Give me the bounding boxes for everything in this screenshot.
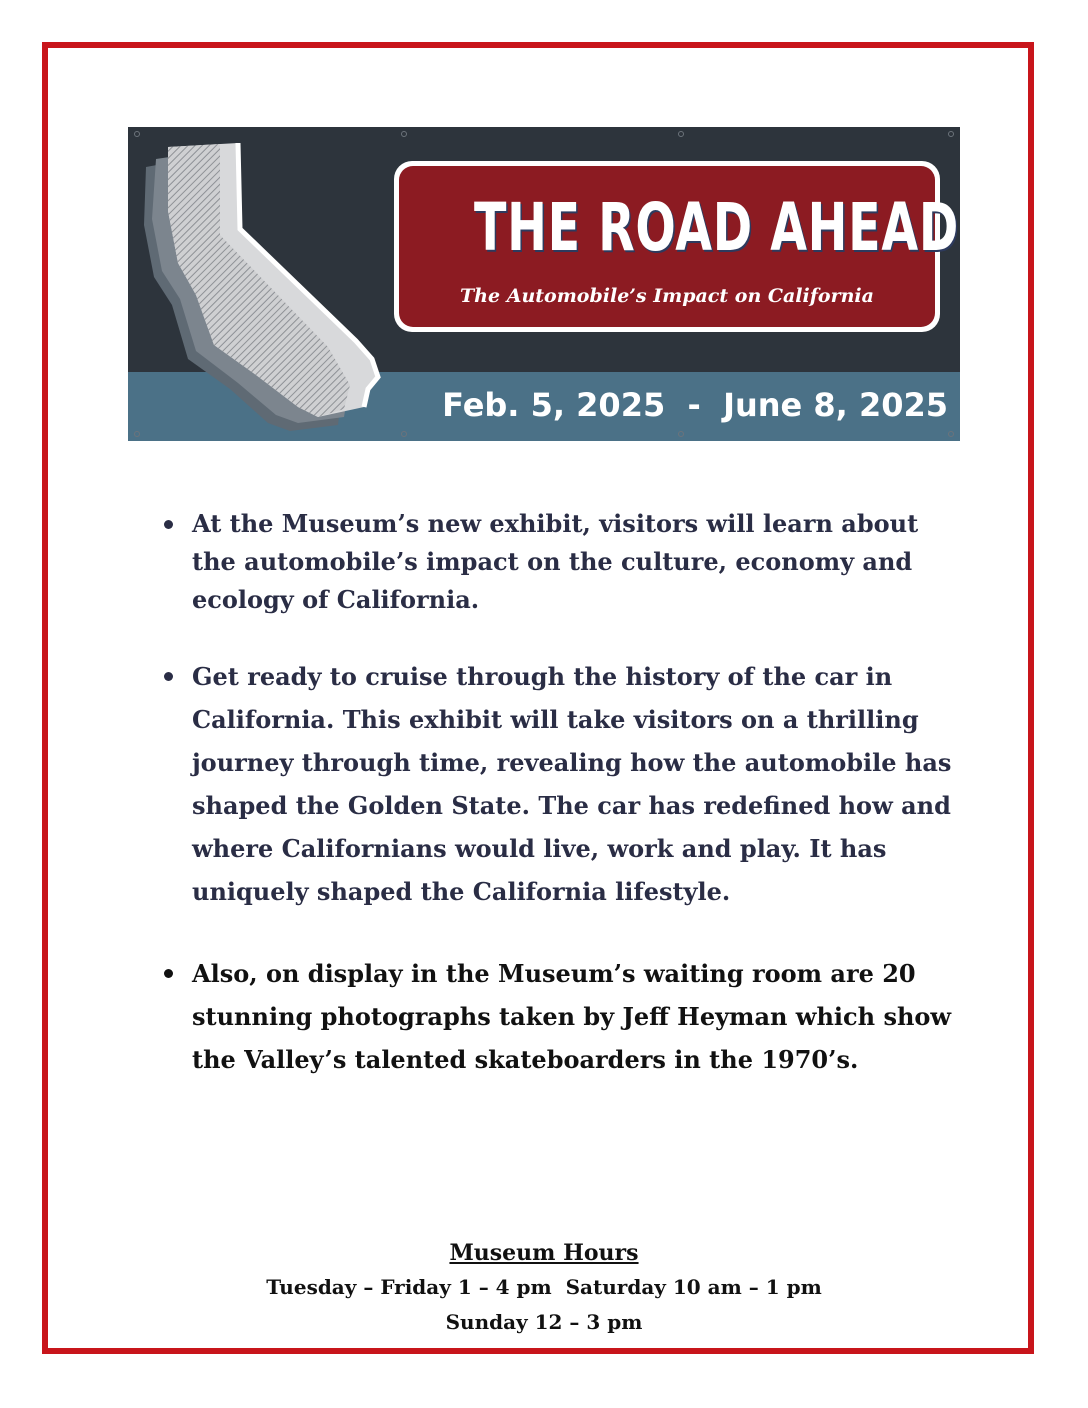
exhibit-dates: Feb. 5, 2025 - June 8, 2025: [442, 386, 948, 424]
list-item-text: Also, on display in the Museum’s waiting room are 20 stunning photographs taken by Jeff Heyman which show the Valley’s talented skateboarders in the 1970’s.: [192, 959, 952, 1074]
screw-icon: [678, 131, 684, 137]
screw-icon: [134, 431, 140, 437]
screw-icon: [948, 131, 954, 137]
exhibit-subtitle: The Automobile’s Impact on California: [460, 285, 874, 307]
screw-icon: [948, 431, 954, 437]
california-map-icon: [128, 127, 398, 441]
museum-hours-sunday: Sunday 12 – 3 pm: [445, 1310, 643, 1334]
screw-icon: [134, 131, 140, 137]
list-item: [160, 505, 960, 619]
list-item: [160, 655, 960, 913]
museum-hours-weekday: Tuesday – Friday 1 – 4 pm Saturday 10 am – 1 pm: [266, 1275, 822, 1299]
list-item-text: At the Museum’s new exhibit, visitors will learn about the automobile’s impact on the culture, economy and ecology of California.: [192, 509, 919, 614]
museum-hours-title: Museum Hours: [449, 1240, 639, 1266]
bullet-dot-icon: [164, 520, 173, 529]
museum-hours: [0, 1236, 1088, 1340]
exhibit-title: THE ROAD AHEAD: [474, 189, 960, 266]
screw-icon: [678, 431, 684, 437]
list-item-text: Get ready to cruise through the history of the car in California. This exhibit will take visitors on a thrilling journey through time, revealing how the automobile has shaped the Golden State. The car has redefined how and where Californians would live, work and play. It has uniquely shaped the California lifestyle.: [192, 662, 952, 906]
bullet-dot-icon: [164, 672, 173, 681]
bullet-dot-icon: [164, 969, 173, 978]
screw-icon: [401, 131, 407, 137]
exhibit-description-list: [160, 505, 960, 1081]
road-sign: [394, 161, 960, 332]
screw-icon: [401, 431, 407, 437]
exhibit-banner: [128, 127, 960, 441]
road-sign-panel: [399, 166, 960, 327]
list-item: [160, 952, 960, 1081]
